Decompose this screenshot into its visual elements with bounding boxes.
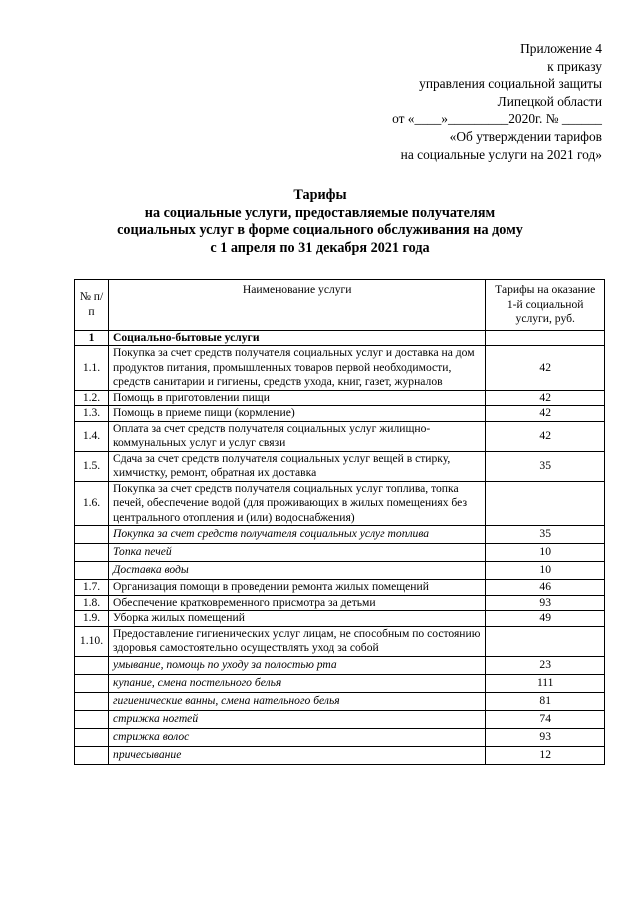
row-number: 1.9. [75, 611, 109, 627]
row-number: 1.7. [75, 580, 109, 596]
row-service-name: Оплата за счет средств получателя социальных услуг жилищно-коммунальных услуг и услуг связи [109, 421, 486, 451]
row-tariff: 10 [486, 544, 605, 562]
row-number [75, 746, 109, 764]
table-subrow [75, 562, 605, 580]
document-title [0, 187, 640, 257]
row-number [75, 656, 109, 674]
row-number [75, 526, 109, 544]
table-row [75, 406, 605, 422]
appendix-block [392, 40, 602, 163]
table-row [75, 626, 605, 656]
table-body [75, 330, 605, 764]
row-number [75, 544, 109, 562]
row-number: 1.2. [75, 390, 109, 406]
row-number [75, 728, 109, 746]
row-service-name: Покупка за счет средств получателя социальных услуг топлива, топка печей, обеспечение водой (для проживающих в жилых помещениях без центрального отопления и (или) водоснабжения) [109, 481, 486, 526]
row-service-name: Уборка жилых помещений [109, 611, 486, 627]
row-number: 1.3. [75, 406, 109, 422]
row-tariff: 42 [486, 390, 605, 406]
row-tariff: 81 [486, 692, 605, 710]
row-tariff: 35 [486, 526, 605, 544]
table-subrow [75, 544, 605, 562]
row-number [75, 674, 109, 692]
row-number: 1.4. [75, 421, 109, 451]
row-service-name: стрижка ногтей [109, 710, 486, 728]
row-number: 1.6. [75, 481, 109, 526]
table-row [75, 580, 605, 596]
title-line: социальных услуг в форме социального обслуживания на дому [117, 222, 523, 239]
table-subrow [75, 656, 605, 674]
row-service-name: причесывание [109, 746, 486, 764]
row-number [75, 562, 109, 580]
appendix-line: Приложение 4 [520, 41, 602, 56]
row-service-name: Сдача за счет средств получателя социальных услуг вещей в стирку, химчистку, ремонт, обратная их доставка [109, 451, 486, 481]
row-tariff: 93 [486, 595, 605, 611]
row-service-name: Социально-бытовые услуги [109, 330, 486, 346]
row-number: 1.5. [75, 451, 109, 481]
table-subrow [75, 746, 605, 764]
table-subrow [75, 526, 605, 544]
table-row [75, 346, 605, 391]
row-service-name: Обеспечение кратковременного присмотра за детьми [109, 595, 486, 611]
header-name: Наименование услуги [109, 280, 486, 331]
header-price: Тарифы на оказание 1-й социальной услуги, руб. [486, 280, 605, 331]
appendix-line: управления социальной защиты [419, 76, 602, 92]
row-number [75, 692, 109, 710]
row-tariff [486, 626, 605, 656]
row-service-name: Покупка за счет средств получателя социальных услуг и доставка на дом продуктов питания, промышленных товаров первой необходимости, средств санитарии и гигиены, средств ухода, книг, газет, журналов [109, 346, 486, 391]
appendix-line: Липецкой области [497, 93, 602, 109]
row-tariff: 12 [486, 746, 605, 764]
row-service-name: купание, смена постельного белья [109, 674, 486, 692]
row-number: 1.10. [75, 626, 109, 656]
title-line: на социальные услуги, предоставляемые получателям [144, 204, 496, 221]
table-row [75, 595, 605, 611]
row-tariff: 74 [486, 710, 605, 728]
row-tariff: 49 [486, 611, 605, 627]
row-tariff: 35 [486, 451, 605, 481]
row-service-name: Топка печей [109, 544, 486, 562]
tariffs-table [74, 279, 605, 765]
table-subrow [75, 692, 605, 710]
table-subrow [75, 674, 605, 692]
row-tariff [486, 481, 605, 526]
row-number [75, 710, 109, 728]
row-tariff: 111 [486, 674, 605, 692]
table-row [75, 611, 605, 627]
row-tariff: 23 [486, 656, 605, 674]
row-number: 1.8. [75, 595, 109, 611]
table-row [75, 421, 605, 451]
title-line: с 1 апреля по 31 декабря 2021 года [210, 239, 430, 256]
row-tariff: 93 [486, 728, 605, 746]
row-tariff: 42 [486, 346, 605, 391]
row-tariff: 10 [486, 562, 605, 580]
row-service-name: Доставка воды [109, 562, 486, 580]
row-tariff: 42 [486, 421, 605, 451]
table-row [75, 451, 605, 481]
row-number: 1.1. [75, 346, 109, 391]
row-service-name: умывание, помощь по уходу за полостью рта [109, 656, 486, 674]
row-tariff: 46 [486, 580, 605, 596]
table-header-row [75, 280, 605, 331]
row-service-name: Помощь в приготовлении пищи [109, 390, 486, 406]
row-tariff: 42 [486, 406, 605, 422]
table-section-row [75, 330, 605, 346]
row-tariff [486, 330, 605, 346]
appendix-line: от «____»_________2020г. № ______ [392, 111, 602, 127]
row-service-name: гигиенические ванны, смена нательного белья [109, 692, 486, 710]
row-service-name: Помощь в приеме пищи (кормление) [109, 406, 486, 422]
row-service-name: Организация помощи в проведении ремонта жилых помещений [109, 580, 486, 596]
row-service-name: стрижка волос [109, 728, 486, 746]
table-subrow [75, 728, 605, 746]
appendix-line: «Об утверждении тарифов [449, 128, 602, 144]
table-subrow [75, 710, 605, 728]
row-number: 1 [75, 330, 109, 346]
header-num: № п/п [75, 280, 109, 331]
appendix-line: на социальные услуги на 2021 год» [400, 146, 602, 162]
appendix-line: к приказу [547, 58, 602, 74]
row-service-name: Покупка за счет средств получателя социальных услуг топлива [109, 526, 486, 544]
table-row [75, 390, 605, 406]
row-service-name: Предоставление гигиенических услуг лицам, не способным по состоянию здоровья самостоятельно осуществлять уход за собой [109, 626, 486, 656]
table-row [75, 481, 605, 526]
title-line: Тарифы [293, 187, 347, 203]
